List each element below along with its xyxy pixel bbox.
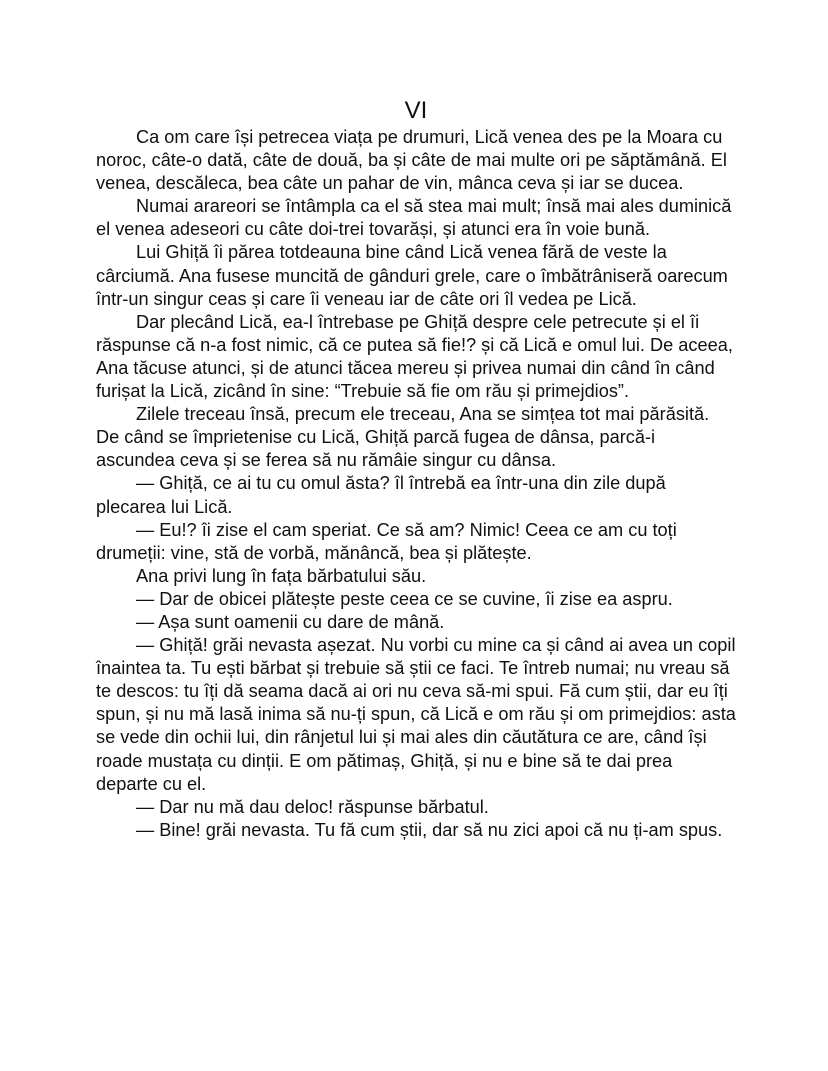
dialogue-line: — Dar de obicei plătește peste ceea ce se cuvine, îi zise ea aspru. (136, 588, 673, 609)
paragraph: Ana privi lung în fața bărbatului său. (136, 565, 427, 586)
paragraph: Numai arareori se întâmpla ca el să stea mai mult; însă mai ales duminică el venea adeseori cu câte doi-trei tovarăși, și atunci era în voie bună. (96, 196, 732, 240)
paragraph: Lui Ghiță îi părea totdeauna bine când Lică venea fără de veste la cârciumă. Ana fusese muncită de gânduri grele, care o îmbătrâniseră oarecum într-un singur ceas și care îi veneau iar de câte ori îl vedea pe Lică. (96, 242, 728, 309)
dialogue-line: — Bine! grăi nevasta. Tu fă cum știi, dar să nu zici apoi că nu ți-am spus. (136, 819, 723, 840)
dialogue-line: — Eu!? îi zise el cam speriat. Ce să am? Nimic! Ceea ce am cu toți drumeții: vine, stă de vorbă, mănâncă, bea și plătește. (96, 519, 677, 563)
dialogue-line: — Dar nu mă dau deloc! răspunse bărbatul. (136, 796, 489, 817)
dialogue-line: — Ghiță! grăi nevasta așezat. Nu vorbi cu mine ca și când ai avea un copil înaintea ta. Tu ești bărbat și trebuie să știi ce faci. Te întreb numai; nu vreau să te descos: tu îți dă seama dacă ai ori nu ceva să-mi spui. Fă cum știi, dar eu îți spun, și nu mă lasă inima să nu-ți spun, că Lică e om rău și om primejdios: asta se vede din ochii lui, din rânjetul lui și mai ales din căutătura ce are, când își roade mustața cu dinții. E om pătimaș, Ghiță, și nu e bine să te dai prea departe cu el. (96, 635, 736, 794)
dialogue-line: — Așa sunt oamenii cu dare de mână. (136, 611, 445, 632)
paragraph: Dar plecând Lică, ea-l întrebase pe Ghiță despre cele petrecute și el îi răspunse că n-a fost nimic, că ce putea să fie!? și că Lică e omul lui. De aceea, Ana tăcuse atunci, și de atunci tăcea mereu și privea numai din când în când furișat la Lică, zicând în sine: “Trebuie să fie om rău și primejdios”. (96, 311, 733, 402)
paragraph: Zilele treceau însă, precum ele treceau, Ana se simțea tot mai părăsită. De când se împrietenise cu Lică, Ghiță parcă fugea de dânsa, parcă-i ascundea ceva și se ferea să nu rămâie singur cu dânsa. (96, 404, 710, 471)
document-page (96, 96, 736, 842)
paragraph: Ca om care își petrecea viața pe drumuri, Lică venea des pe la Moara cu noroc, câte-o dată, câte de două, ba și câte de mai multe ori pe săptămână. El venea, descăleca, bea câte un pahar de vin, mânca ceva și iar se ducea. (96, 127, 727, 194)
chapter-title: VI (404, 97, 428, 124)
dialogue-line: — Ghiță, ce ai tu cu omul ăsta? îl întrebă ea într-una din zile după plecarea lui Lică. (96, 473, 666, 517)
